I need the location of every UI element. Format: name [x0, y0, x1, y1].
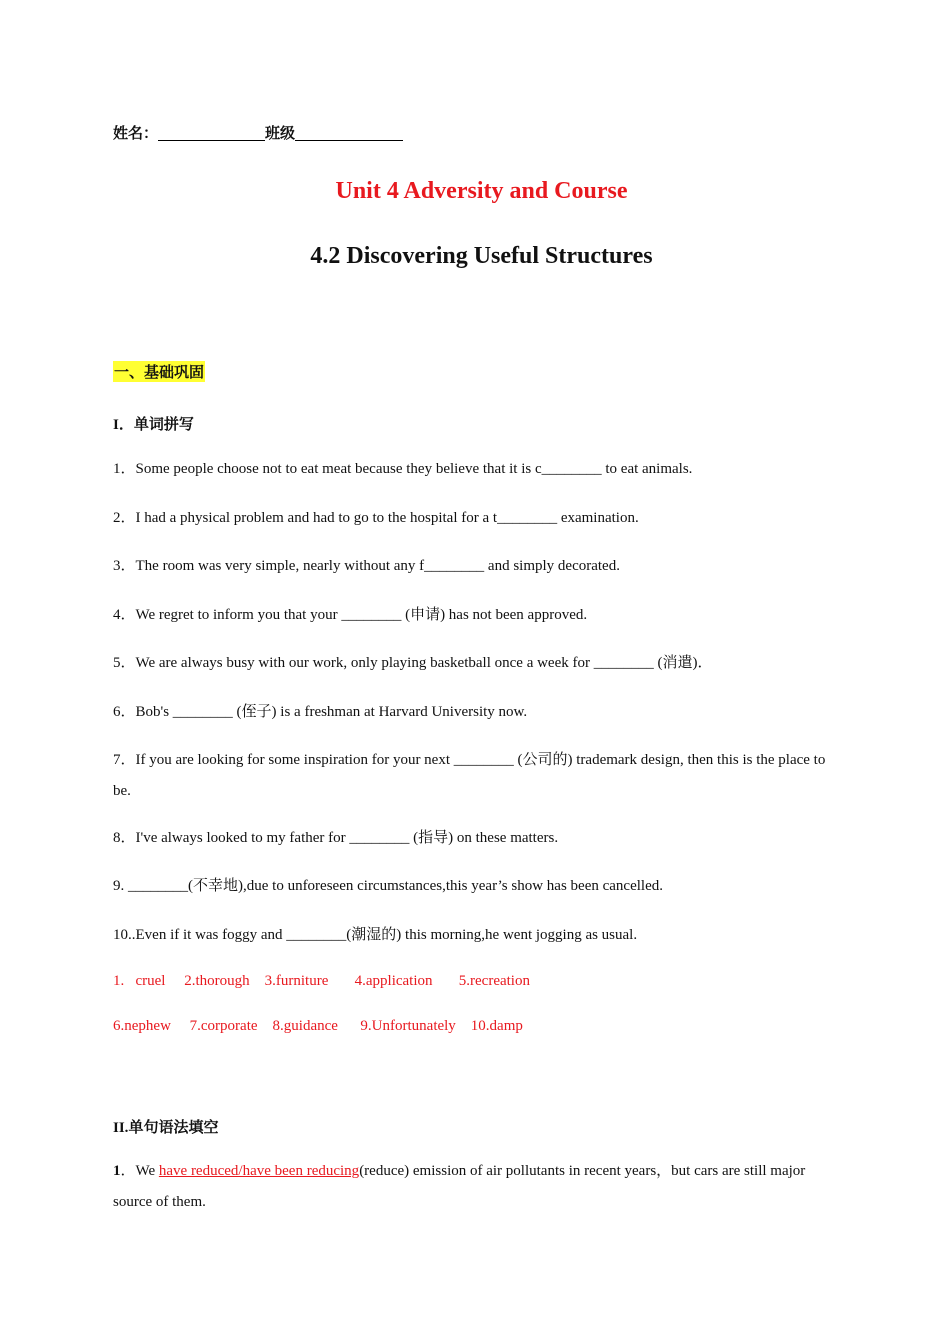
class-blank[interactable]	[295, 126, 403, 141]
section-heading: 一、基础巩固	[114, 363, 205, 381]
grammar-question-pre: ．We	[120, 1163, 159, 1179]
answer-key-line-1: 1. cruel 2.thorough 3.furniture 4.application 5.recreation	[113, 973, 530, 989]
grammar-question-number: 1	[113, 1163, 121, 1179]
part2-heading	[113, 1116, 218, 1137]
question-5: 5．We are always busy with our work, only playing basketball once a week for ________ (消遣)．	[113, 655, 713, 671]
question-2: 2．I had a physical problem and had to go to the hospital for a t________ examination.	[113, 510, 639, 526]
grammar-answer: have reduced/have been reducing	[158, 1163, 360, 1179]
question-4: 4．We regret to inform you that your ________ (申请) has not been approved.	[113, 607, 588, 623]
question-6: 6．Bob's ________ (侄子) is a freshman at Harvard University now.	[113, 704, 528, 720]
question-9: 9. ________(不幸地),due to unforeseen circumstances,this year’s show has been cancelled.	[113, 878, 663, 894]
question-10: 10..Even if it was foggy and ________(潮湿的) this morning,he went jogging as usual.	[113, 927, 638, 943]
question-7: 7．If you are looking for some inspiration for your next ________ (公司的) trademark design, then this is the place to be.	[113, 752, 826, 799]
answer-key-line-2: 6.nephew 7.corporate 8.guidance 9.Unfortunately 10.damp	[113, 1018, 523, 1034]
unit-title: Unit 4 Adversity and Course	[335, 178, 628, 204]
question-1: 1．Some people choose not to eat meat because they believe that it is c________ to eat animals.	[113, 461, 693, 477]
question-8: 8．I've always looked to my father for ________ (指导) on these matters.	[113, 830, 559, 846]
grammar-question-post: (reduce) emission of air pollutants in recent years，but cars are still major source of them.	[113, 1163, 806, 1210]
name-blank[interactable]	[158, 126, 265, 141]
lesson-subtitle: 4.2 Discovering Useful Structures	[310, 243, 653, 269]
name-class-line	[113, 122, 403, 143]
part2-title: 单句语法填空	[128, 1118, 219, 1136]
class-label: 班级	[265, 124, 296, 142]
name-label: 姓名：	[113, 124, 159, 142]
part2-number: II.	[113, 1120, 129, 1136]
part1-heading	[113, 413, 194, 434]
part1-number: I．	[113, 417, 134, 433]
part1-title: 单词拼写	[133, 415, 194, 433]
grammar-question-1	[113, 1156, 843, 1218]
question-3: 3．The room was very simple, nearly without any f________ and simply decorated.	[113, 558, 620, 574]
